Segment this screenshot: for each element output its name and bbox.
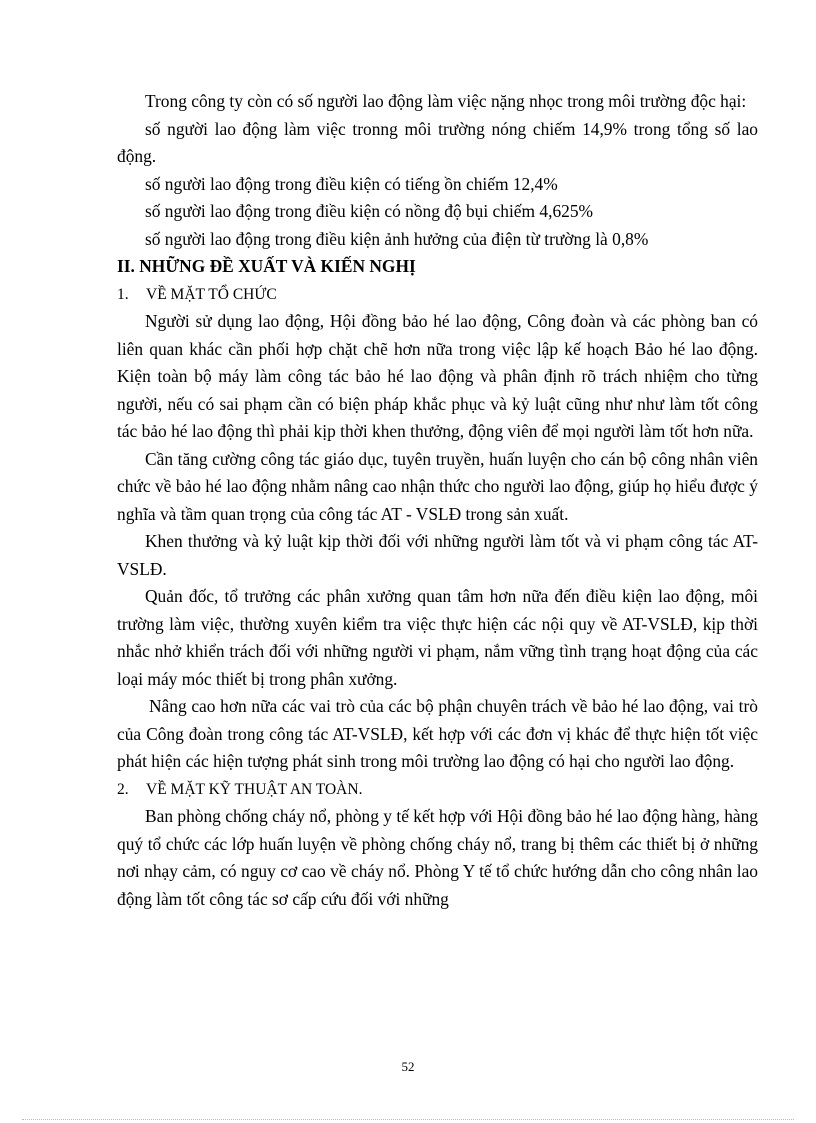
subsection-number: 1. bbox=[117, 285, 129, 303]
subsection-number: 2. bbox=[117, 780, 129, 798]
paragraph-org-rewards: Khen thưởng và kỷ luật kịp thời đối với những người làm tốt và vi phạm công tác AT-VSLĐ. bbox=[117, 531, 758, 579]
paragraph-dust-stat: số người lao động trong điều kiện có nồng độ bụi chiếm 4,625% bbox=[145, 201, 594, 221]
page-number: 52 bbox=[401, 1059, 415, 1074]
paragraph-org-training: Cần tăng cường công tác giáo dục, tuyên truyền, huấn luyện cho cán bộ công nhân viên chức về bảo hé lao động nhằm nâng cao nhận thức cho người lao động, giúp họ hiểu được ý nghĩa và tầm quan trọng của công tác AT - VSLĐ trong sản xuất. bbox=[117, 448, 758, 524]
page-body bbox=[117, 88, 758, 913]
subsection-title: VỀ MẶT KỸ THUẬT AN TOÀN. bbox=[146, 780, 363, 798]
paragraph-noise-stat: số người lao động trong điều kiện có tiếng ồn chiếm 12,4% bbox=[145, 173, 558, 194]
subsection-title: VỀ MẶT TỔ CHỨC bbox=[146, 285, 277, 303]
page-bottom-divider bbox=[22, 1119, 794, 1120]
paragraph-intro: Trong công ty còn có số người lao động làm việc nặng nhọc trong môi trường độc hại: bbox=[145, 91, 747, 111]
paragraph-emf-stat: số người lao động trong điều kiện ảnh hưởng của điện từ trường là 0,8% bbox=[145, 228, 649, 249]
paragraph-heat-stat: số người lao động làm việc tronng môi trường nóng chiếm 14,9% trong tổng số lao động. bbox=[117, 118, 758, 166]
paragraph-org-roles: Nâng cao hơn nữa các vai trò của các bộ phận chuyên trách về bảo hé lao động, vai trò của Công đoàn trong công tác AT-VSLĐ, kết hợp với các đơn vị khác để thực hiện tốt việc phát hiện các hiện tượng phát sinh trong môi trường lao động có hại cho người lao động. bbox=[117, 696, 758, 771]
paragraph-org-coordination: Người sử dụng lao động, Hội đồng bảo hé lao động, Công đoàn và các phòng ban có liên quan khác cần phối hợp chặt chẽ hơn nữa trong việc lập kế hoạch Bảo hé lao động. Kiện toàn bộ máy làm công tác bảo hé lao động và phân định rõ trách nhiệm cho từng người, nếu có sai phạm cần có biện pháp khắc phục và kỷ luật cũng như như làm tốt công tác bảo hé lao động thì phải kịp thời khen thưởng, động viên để mọi người làm tốt hơn nữa. bbox=[117, 311, 758, 441]
subsection-heading-technical bbox=[117, 776, 758, 804]
paragraph-tech-fire-safety: Ban phòng chống cháy nổ, phòng y tế kết hợp với Hội đồng bảo hé lao động hàng, hàng quý tổ chức các lớp huấn luyện về phòng chống cháy nổ, trang bị thêm các thiết bị ở những nơi nhạy cảm, có nguy cơ cao về cháy nổ. Phòng Y tế tổ chức hướng dẫn cho công nhân lao động làm tốt công tác sơ cấp cứu đối với những bbox=[117, 806, 758, 909]
paragraph-org-supervisors: Quản đốc, tổ trưởng các phân xưởng quan tâm hơn nữa đến điều kiện lao động, môi trường làm việc, thường xuyên kiểm tra việc thực hiện các nội quy về AT-VSLĐ, kịp thời nhắc nhở khiển trách đối với những người vi phạm, nắm vững tình trạng hoạt động của các loại máy móc thiết bị trong phân xưởng. bbox=[117, 586, 758, 689]
subsection-heading-organization bbox=[117, 281, 758, 309]
section-heading: II. NHỮNG ĐỀ XUẤT VÀ KIẾN NGHỊ bbox=[117, 256, 416, 276]
